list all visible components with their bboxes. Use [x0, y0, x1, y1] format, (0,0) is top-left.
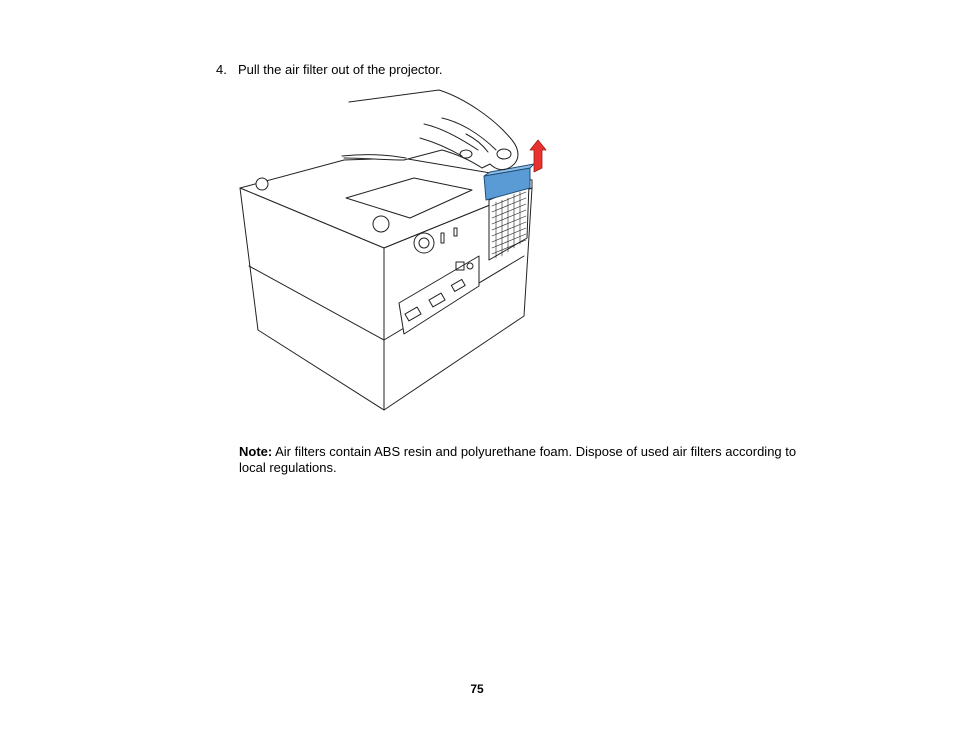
note-label: Note: — [239, 444, 273, 459]
page-number: 75 — [470, 682, 484, 696]
step-text: Pull the air filter out of the projector. — [238, 62, 443, 77]
step-instruction — [216, 62, 443, 78]
projector-figure — [234, 88, 554, 413]
projector-air-filter-removal-illustration-icon — [234, 88, 554, 413]
note-paragraph — [239, 444, 819, 476]
step-number: 4. — [216, 62, 227, 77]
note-text: Air filters contain ABS resin and polyurethane foam. Dispose of used air filters according to local regulations. — [239, 444, 797, 475]
